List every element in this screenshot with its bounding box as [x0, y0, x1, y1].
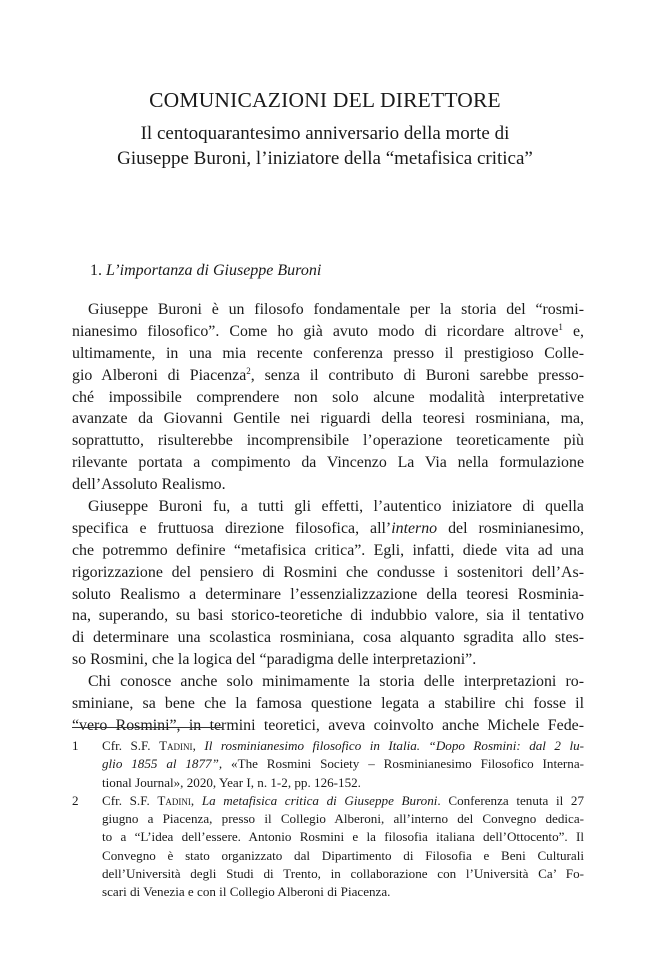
- footnote-2: [72, 792, 584, 902]
- footnote-ref[interactable]: 2: [246, 365, 251, 376]
- footnote-line: giugno a Piacenza, presso il Collegio Alberoni, all’interno del Convegno dedica-: [102, 811, 584, 827]
- paragraph-line: ultimamente, in una mia recente conferenza presso il prestigioso Colle-: [72, 344, 584, 362]
- article-subtitle: [60, 121, 590, 171]
- footnote-divider: [72, 727, 222, 728]
- footnote-ref[interactable]: 1: [558, 321, 563, 332]
- footnote-line: glio 1855 al 1877”, «The Rosmini Society – Rosminianesimo Filosofico Interna-: [102, 756, 584, 772]
- section-title: L’importanza di Giuseppe Buroni: [106, 262, 322, 279]
- section-number: 1.: [90, 262, 102, 279]
- paragraph-line: sminiane, sa bene che la famosa questione legata a stabilire chi fosse il: [72, 695, 584, 713]
- footnote-line: Cfr. S.F. Tadini, Il rosminianesimo filosofico in Italia. “Dopo Rosmini: dal 2 lu-: [102, 738, 584, 753]
- paragraph-line: so Rosmini, che la logica del “paradigma delle interpretazioni”.: [72, 651, 477, 669]
- subtitle-line-2: Giuseppe Buroni, l’iniziatore della “metafisica critica”: [117, 148, 533, 169]
- paragraph-line: nianesimo filosofico”. Come ho già avuto modo di ricordare altrove$^1$ e,: [72, 321, 584, 340]
- paragraph-line: rigorizzazione del pensiero di Rosmini che condusse i sostenitori dell’As-: [72, 563, 584, 581]
- paragraph-line: che potremmo definire “metafisica critica”. Egli, infatti, diede vita ad una: [72, 541, 584, 559]
- paragraph-line: Chi conosce anche solo minimamente la storia delle interpretazioni ro-: [88, 673, 584, 691]
- footnote-number: 2: [72, 792, 79, 808]
- subtitle-line-1: Il centoquarantesimo anniversario della morte di: [140, 123, 510, 144]
- section-heading: [90, 262, 321, 280]
- paragraph-line: “vero Rosmini”, in termini teoretici, aveva coinvolto anche Michele Fede-: [72, 716, 584, 734]
- footnote-line: Convegno è stato organizzato dal Dipartimento di Filosofia e Beni Culturali: [102, 847, 584, 863]
- paragraph-line: di determinare una scolastica rosminiana, cosa alquanto sgradita allo stes-: [72, 629, 584, 647]
- paragraph-line: rilevante portata a compimento da Vincenzo La Via nella formulazione: [72, 454, 584, 472]
- paragraph-line: soprattutto, risulterebbe incomprensibile l’operazione teoreticamente più: [72, 432, 584, 450]
- paragraph-line: avanzate da Giovanni Gentile nei riguardi della teoresi rosminiana, ma,: [72, 410, 584, 428]
- footnote-line: to a “L’idea dell’essere. Antonio Rosmini e la filosofia italiana dell’Ottocento”. Il: [102, 829, 584, 845]
- footnote-1: [72, 737, 584, 792]
- footnote-line: tional Journal», 2020, Year I, n. 1-2, pp. 126-152.: [102, 774, 361, 790]
- paragraph-line: gio Alberoni di Piacenza$^2$, senza il contributo di Buroni sarebbe presso-: [72, 365, 585, 384]
- footnote-line: dell’Università degli Studi di Trento, in collaborazione con l’Università Ca’ Fo-: [102, 866, 584, 882]
- body-text: [72, 299, 584, 737]
- paragraph-line: Giuseppe Buroni fu, a tutti gli effetti, l’autentico iniziatore di quella: [88, 498, 584, 516]
- footnote-line: Cfr. S.F. Tadini, La metafisica critica di Giuseppe Buroni. Conferenza tenuta il 27: [102, 792, 584, 808]
- paragraph-line: ché impossibile comprendere non solo alcune modalità interpretative: [72, 388, 584, 406]
- paragraph-line: Giuseppe Buroni è un filosofo fondamentale per la storia del “rosmi-: [88, 301, 584, 318]
- page-title: COMUNICAZIONI DEL DIRETTORE: [149, 88, 501, 112]
- paragraph-line: soluto Realismo a determinare l’essenzializzazione della teoresi Rosminia-: [72, 585, 584, 603]
- paragraph-line: specifica e fruttuosa direzione filosofica, all’interno del rosminianesimo,: [72, 519, 584, 537]
- paragraph-line: na, superando, su basi storico-teoretiche di indubbio valore, sia il tentativo: [72, 607, 584, 625]
- footnote-number: 1: [72, 738, 79, 753]
- paragraph-line: dell’Assoluto Realismo.: [72, 476, 226, 494]
- footnote-line: scari di Venezia e con il Collegio Alberoni di Piacenza.: [102, 884, 391, 900]
- footnotes: [72, 737, 584, 902]
